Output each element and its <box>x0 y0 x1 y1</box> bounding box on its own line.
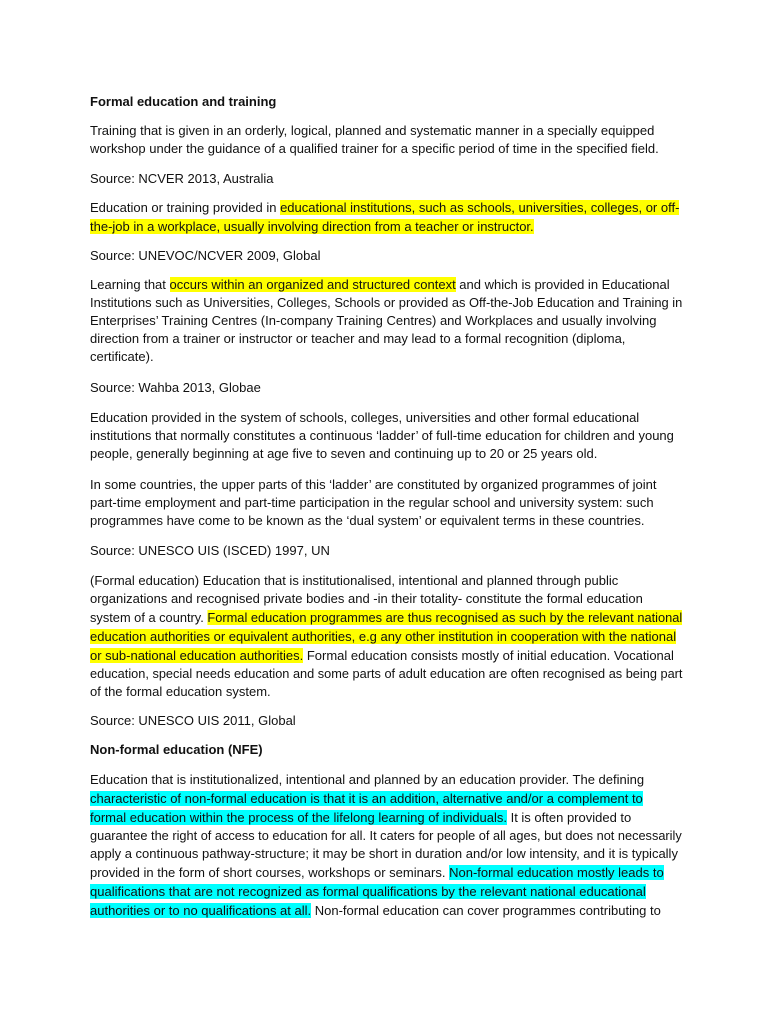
text-run: It is often provided to <box>506 810 632 825</box>
text-run: provided in the form of short courses, workshops or seminars. <box>90 865 450 880</box>
paragraph-line: guarantee the right of access to education for all. It caters for people of all ages, but does not necessarily <box>90 828 682 843</box>
paragraph-line: direction from a trainer or instructor or teacher and may lead to a formal recognition (diploma, <box>90 331 626 346</box>
highlighted-text: education authorities or equivalent authorities, e.g any other institution in cooperation with the national <box>90 629 677 644</box>
paragraph-line: of the formal education system. <box>90 684 271 699</box>
highlighted-text: occurs within an organized and structured context <box>169 277 456 292</box>
text-run: Learning that <box>90 277 170 292</box>
highlighted-text: qualifications that are not recognized as formal qualifications by the relevant national educational <box>90 884 646 899</box>
source-line: Source: UNESCO UIS (ISCED) 1997, UN <box>90 543 330 558</box>
text-run: system of a country. <box>90 610 208 625</box>
highlighted-text: characteristic of non-formal education is that it is an addition, alternative and/or a complement to <box>90 791 643 806</box>
source-line: Source: UNESCO UIS 2011, Global <box>90 713 296 728</box>
paragraph-line: people, generally beginning at age five to seven and continuing up to 20 or 25 years old. <box>90 446 598 461</box>
highlighted-text: Formal education programmes are thus recognised as such by the relevant national <box>207 610 683 625</box>
paragraph-line <box>90 218 534 236</box>
paragraph-line <box>90 647 674 665</box>
text-run: Education or training provided in <box>90 200 281 215</box>
paragraph-line: education, special needs education and some parts of adult education are often recognised as being part <box>90 666 683 681</box>
paragraph-line: part-time employment and part-time participation in the regular school and university system: such <box>90 495 654 510</box>
paragraph-line <box>90 883 646 901</box>
paragraph-line <box>90 199 679 217</box>
highlighted-text: authorities or to no qualifications at all. <box>90 903 312 918</box>
paragraph-line <box>90 276 670 294</box>
source-line: Source: Wahba 2013, Globae <box>90 380 261 395</box>
paragraph-line: (Formal education) Education that is institutionalised, intentional and planned through public <box>90 573 619 588</box>
source-line: Source: UNEVOC/NCVER 2009, Global <box>90 248 321 263</box>
highlighted-text: Non-formal education mostly leads to <box>449 865 664 880</box>
highlighted-text: educational institutions, such as schools, universities, colleges, or off- <box>280 200 680 215</box>
paragraph-line: Education provided in the system of schools, colleges, universities and other formal educational <box>90 410 640 425</box>
paragraph-line: Training that is given in an orderly, logical, planned and systematic manner in a specially equipped <box>90 123 655 138</box>
paragraph-line: Education that is institutionalized, intentional and planned by an education provider. The defining <box>90 772 645 787</box>
highlighted-text: or sub-national education authorities. <box>90 648 304 663</box>
paragraph-line: Institutions such as Universities, Colleges, Schools or provided as Off-the-Job Education and Training in <box>90 295 683 310</box>
paragraph-line: programmes have come to be known as the ‘dual system’ or equivalent terms in these countries. <box>90 513 645 528</box>
paragraph-line <box>90 609 682 627</box>
paragraph-line: organizations and recognised private bodies and -in their totality- constitute the formal education <box>90 591 643 606</box>
paragraph-line: apply a continuous pathway-structure; it may be short in duration and/or low intensity, and it is typically <box>90 846 678 861</box>
highlighted-text: formal education within the process of the lifelong learning of individuals. <box>90 810 507 825</box>
paragraph-line: In some countries, the upper parts of this ‘ladder’ are constituted by organized programmes of joint <box>90 477 657 492</box>
text-run: Non-formal education can cover programmes contributing to <box>311 903 661 918</box>
paragraph-line: workshop under the guidance of a qualified trainer for a specific period of time in the specified field. <box>90 141 659 156</box>
text-run: Formal education consists mostly of initial education. Vocational <box>303 648 674 663</box>
paragraph-line: institutions that normally constitutes a continuous ‘ladder’ of full-time education for children and young <box>90 428 674 443</box>
paragraph-line <box>90 628 676 646</box>
paragraph-line <box>90 864 664 882</box>
paragraph-line: certificate). <box>90 349 154 364</box>
text-run: and which is provided in Educational <box>455 277 670 292</box>
paragraph-line: Enterprises’ Training Centres (In-company Training Centres) and Workplaces and usually involving <box>90 313 657 328</box>
paragraph-line <box>90 790 643 808</box>
paragraph-line <box>90 902 661 920</box>
heading-formal-education: Formal education and training <box>90 94 277 109</box>
paragraph-line <box>90 809 631 827</box>
source-line: Source: NCVER 2013, Australia <box>90 171 274 186</box>
heading-non-formal-education: Non-formal education (NFE) <box>90 742 263 757</box>
highlighted-text: the-job in a workplace, usually involving direction from a teacher or instructor. <box>90 219 534 234</box>
